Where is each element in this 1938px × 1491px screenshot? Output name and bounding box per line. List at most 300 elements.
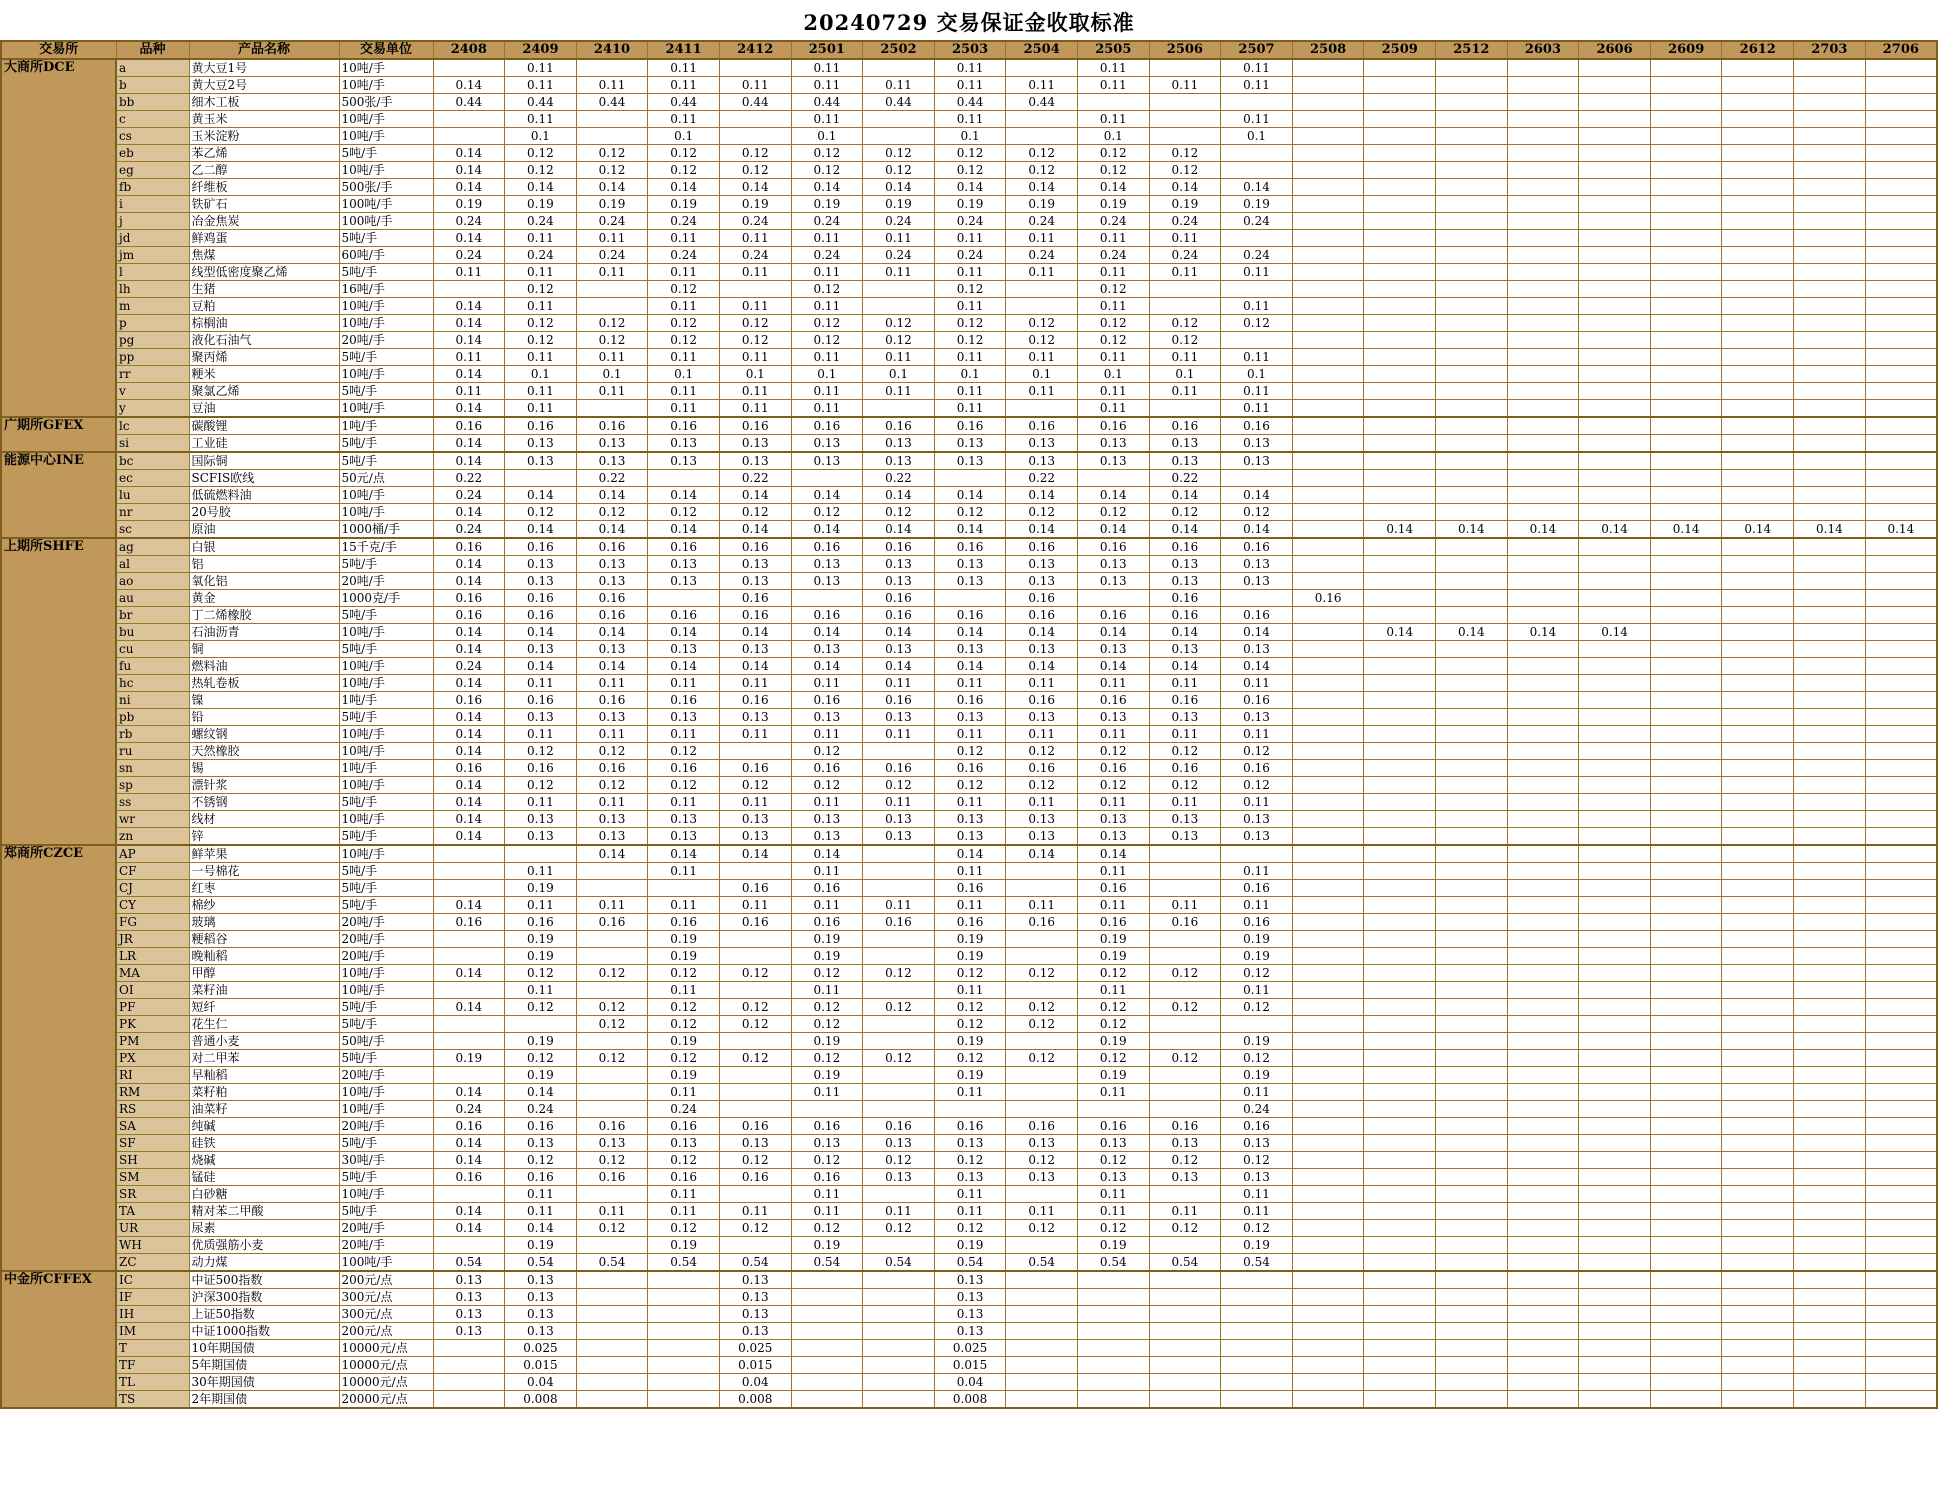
trading-unit-cell[interactable]: 5吨/手	[339, 1169, 433, 1186]
value-cell[interactable]	[433, 1340, 505, 1357]
variety-code-cell[interactable]: CY	[116, 897, 189, 914]
variety-code-cell[interactable]: i	[116, 196, 189, 213]
value-cell[interactable]: 0.12	[648, 1016, 720, 1033]
value-cell[interactable]	[1865, 504, 1937, 521]
value-cell[interactable]: 0.11	[648, 383, 720, 400]
trading-unit-cell[interactable]: 1000克/手	[339, 590, 433, 607]
value-cell[interactable]: 0.22	[1006, 470, 1078, 487]
value-cell[interactable]	[1579, 794, 1651, 811]
value-cell[interactable]: 0.16	[648, 417, 720, 435]
value-cell[interactable]: 0.16	[505, 692, 577, 709]
value-cell[interactable]	[1436, 777, 1508, 794]
value-cell[interactable]	[1650, 487, 1722, 504]
value-cell[interactable]: 0.12	[1149, 1220, 1221, 1237]
value-cell[interactable]	[863, 880, 935, 897]
value-cell[interactable]: 0.13	[433, 1323, 505, 1340]
value-cell[interactable]	[1364, 880, 1436, 897]
value-cell[interactable]	[1149, 845, 1221, 863]
value-cell[interactable]: 0.11	[791, 1186, 863, 1203]
value-cell[interactable]	[1722, 1357, 1794, 1374]
value-cell[interactable]	[1364, 1067, 1436, 1084]
value-cell[interactable]	[1436, 1306, 1508, 1323]
value-cell[interactable]: 0.13	[1077, 452, 1149, 470]
value-cell[interactable]: 0.19	[719, 196, 791, 213]
value-cell[interactable]: 0.14	[719, 624, 791, 641]
value-cell[interactable]	[1364, 128, 1436, 145]
value-cell[interactable]	[1507, 1220, 1579, 1237]
value-cell[interactable]	[1579, 1033, 1651, 1050]
value-cell[interactable]	[1292, 556, 1364, 573]
value-cell[interactable]: 0.24	[648, 247, 720, 264]
value-cell[interactable]	[1579, 1152, 1651, 1169]
trading-unit-cell[interactable]: 10吨/手	[339, 1084, 433, 1101]
value-cell[interactable]	[1507, 1254, 1579, 1272]
product-name-cell[interactable]: 纯碱	[189, 1118, 339, 1135]
value-cell[interactable]	[1722, 845, 1794, 863]
value-cell[interactable]: 0.1	[1006, 366, 1078, 383]
value-cell[interactable]: 0.19	[1077, 1237, 1149, 1254]
value-cell[interactable]	[1149, 1306, 1221, 1323]
product-name-cell[interactable]: 工业硅	[189, 435, 339, 453]
trading-unit-cell[interactable]: 100吨/手	[339, 196, 433, 213]
value-cell[interactable]: 0.11	[505, 863, 577, 880]
value-cell[interactable]: 0.19	[1077, 1067, 1149, 1084]
value-cell[interactable]	[1722, 556, 1794, 573]
variety-code-cell[interactable]: PF	[116, 999, 189, 1016]
value-cell[interactable]: 0.12	[1221, 777, 1293, 794]
trading-unit-cell[interactable]: 20吨/手	[339, 914, 433, 931]
value-cell[interactable]	[1436, 863, 1508, 880]
value-cell[interactable]	[1865, 538, 1937, 556]
value-cell[interactable]	[1794, 1306, 1866, 1323]
value-cell[interactable]: 0.13	[1149, 828, 1221, 846]
value-cell[interactable]: 0.11	[505, 230, 577, 247]
value-cell[interactable]: 0.14	[433, 298, 505, 315]
value-cell[interactable]	[1507, 590, 1579, 607]
value-cell[interactable]	[1579, 230, 1651, 247]
value-cell[interactable]	[1579, 1374, 1651, 1391]
value-cell[interactable]	[576, 400, 648, 418]
value-cell[interactable]	[1507, 452, 1579, 470]
trading-unit-cell[interactable]: 10吨/手	[339, 845, 433, 863]
value-cell[interactable]: 0.13	[719, 811, 791, 828]
value-cell[interactable]: 0.14	[1221, 624, 1293, 641]
variety-code-cell[interactable]: pg	[116, 332, 189, 349]
value-cell[interactable]	[1579, 1323, 1651, 1340]
value-cell[interactable]	[433, 111, 505, 128]
product-name-cell[interactable]: 粳米	[189, 366, 339, 383]
value-cell[interactable]: 0.11	[863, 897, 935, 914]
value-cell[interactable]: 0.11	[791, 675, 863, 692]
value-cell[interactable]	[1364, 366, 1436, 383]
value-cell[interactable]	[1292, 196, 1364, 213]
value-cell[interactable]	[1722, 828, 1794, 846]
variety-code-cell[interactable]: br	[116, 607, 189, 624]
value-cell[interactable]	[505, 1016, 577, 1033]
value-cell[interactable]: 0.13	[791, 556, 863, 573]
value-cell[interactable]: 0.16	[719, 880, 791, 897]
value-cell[interactable]	[433, 845, 505, 863]
value-cell[interactable]: 0.14	[433, 1084, 505, 1101]
value-cell[interactable]: 0.13	[1006, 435, 1078, 453]
value-cell[interactable]: 0.14	[863, 624, 935, 641]
value-cell[interactable]	[1650, 349, 1722, 366]
value-cell[interactable]: 0.13	[1149, 1135, 1221, 1152]
value-cell[interactable]: 0.16	[1006, 1118, 1078, 1135]
value-cell[interactable]: 0.19	[791, 948, 863, 965]
value-cell[interactable]	[1865, 1169, 1937, 1186]
product-name-cell[interactable]: 棉纱	[189, 897, 339, 914]
column-header-exchange[interactable]: 交易所	[1, 41, 116, 59]
value-cell[interactable]: 0.14	[433, 162, 505, 179]
value-cell[interactable]	[1292, 573, 1364, 590]
value-cell[interactable]: 0.16	[1006, 538, 1078, 556]
value-cell[interactable]: 0.16	[433, 914, 505, 931]
value-cell[interactable]	[1364, 1306, 1436, 1323]
trading-unit-cell[interactable]: 10吨/手	[339, 777, 433, 794]
value-cell[interactable]	[1507, 982, 1579, 999]
value-cell[interactable]	[1579, 914, 1651, 931]
variety-code-cell[interactable]: bc	[116, 452, 189, 470]
value-cell[interactable]	[1579, 880, 1651, 897]
value-cell[interactable]: 0.1	[1077, 128, 1149, 145]
value-cell[interactable]	[1292, 1101, 1364, 1118]
value-cell[interactable]: 0.14	[719, 179, 791, 196]
value-cell[interactable]: 0.12	[648, 965, 720, 982]
value-cell[interactable]	[1292, 794, 1364, 811]
value-cell[interactable]	[1865, 1289, 1937, 1306]
value-cell[interactable]: 0.19	[791, 1237, 863, 1254]
value-cell[interactable]	[1364, 556, 1436, 573]
value-cell[interactable]	[1364, 504, 1436, 521]
value-cell[interactable]	[1865, 828, 1937, 846]
value-cell[interactable]: 0.11	[648, 111, 720, 128]
value-cell[interactable]: 0.12	[1006, 777, 1078, 794]
value-cell[interactable]: 0.11	[1221, 111, 1293, 128]
value-cell[interactable]: 0.11	[1077, 111, 1149, 128]
variety-code-cell[interactable]: lh	[116, 281, 189, 298]
value-cell[interactable]	[1507, 366, 1579, 383]
value-cell[interactable]: 0.14	[433, 435, 505, 453]
value-cell[interactable]	[1579, 726, 1651, 743]
value-cell[interactable]	[576, 1289, 648, 1306]
value-cell[interactable]	[1865, 1323, 1937, 1340]
value-cell[interactable]	[1865, 590, 1937, 607]
value-cell[interactable]: 0.19	[791, 196, 863, 213]
value-cell[interactable]	[1865, 607, 1937, 624]
value-cell[interactable]	[1794, 828, 1866, 846]
value-cell[interactable]: 0.14	[433, 332, 505, 349]
value-cell[interactable]	[1364, 573, 1436, 590]
value-cell[interactable]: 0.11	[505, 77, 577, 94]
value-cell[interactable]: 0.11	[576, 264, 648, 281]
value-cell[interactable]	[1149, 400, 1221, 418]
value-cell[interactable]: 0.12	[1077, 965, 1149, 982]
value-cell[interactable]: 0.14	[648, 624, 720, 641]
value-cell[interactable]	[1436, 811, 1508, 828]
value-cell[interactable]	[1650, 573, 1722, 590]
value-cell[interactable]	[1579, 538, 1651, 556]
value-cell[interactable]	[1650, 452, 1722, 470]
value-cell[interactable]	[1436, 1289, 1508, 1306]
value-cell[interactable]	[1794, 1169, 1866, 1186]
value-cell[interactable]	[1436, 349, 1508, 366]
value-cell[interactable]	[1149, 1033, 1221, 1050]
value-cell[interactable]	[1436, 965, 1508, 982]
value-cell[interactable]	[1650, 504, 1722, 521]
variety-code-cell[interactable]: RM	[116, 1084, 189, 1101]
value-cell[interactable]	[1865, 315, 1937, 332]
value-cell[interactable]: 0.44	[1006, 94, 1078, 111]
value-cell[interactable]	[1006, 1186, 1078, 1203]
value-cell[interactable]	[1865, 264, 1937, 281]
value-cell[interactable]	[1579, 162, 1651, 179]
value-cell[interactable]	[1794, 777, 1866, 794]
value-cell[interactable]	[1292, 145, 1364, 162]
value-cell[interactable]: 0.16	[1077, 760, 1149, 777]
value-cell[interactable]: 0.16	[1077, 692, 1149, 709]
value-cell[interactable]: 0.13	[719, 573, 791, 590]
value-cell[interactable]: 0.11	[648, 400, 720, 418]
value-cell[interactable]: 0.14	[505, 624, 577, 641]
value-cell[interactable]	[576, 1271, 648, 1289]
value-cell[interactable]	[1436, 1203, 1508, 1220]
value-cell[interactable]	[1722, 573, 1794, 590]
value-cell[interactable]	[576, 1101, 648, 1118]
trading-unit-cell[interactable]: 5吨/手	[339, 383, 433, 400]
value-cell[interactable]: 0.14	[791, 521, 863, 539]
value-cell[interactable]: 0.12	[505, 504, 577, 521]
value-cell[interactable]: 0.11	[791, 1084, 863, 1101]
value-cell[interactable]	[1507, 897, 1579, 914]
value-cell[interactable]	[1650, 1357, 1722, 1374]
value-cell[interactable]	[1221, 470, 1293, 487]
value-cell[interactable]	[1794, 948, 1866, 965]
value-cell[interactable]: 0.14	[1149, 487, 1221, 504]
value-cell[interactable]	[648, 1271, 720, 1289]
value-cell[interactable]	[1507, 332, 1579, 349]
value-cell[interactable]: 0.16	[719, 692, 791, 709]
value-cell[interactable]: 0.12	[576, 965, 648, 982]
value-cell[interactable]: 0.16	[934, 760, 1006, 777]
value-cell[interactable]	[1149, 982, 1221, 999]
value-cell[interactable]: 0.008	[719, 1391, 791, 1409]
value-cell[interactable]	[1292, 1340, 1364, 1357]
value-cell[interactable]	[1292, 1374, 1364, 1391]
value-cell[interactable]	[1650, 743, 1722, 760]
value-cell[interactable]	[1436, 1135, 1508, 1152]
value-cell[interactable]	[791, 1289, 863, 1306]
value-cell[interactable]: 0.14	[648, 658, 720, 675]
value-cell[interactable]: 0.19	[433, 196, 505, 213]
product-name-cell[interactable]: 白砂糖	[189, 1186, 339, 1203]
value-cell[interactable]	[863, 1374, 935, 1391]
value-cell[interactable]	[1722, 1169, 1794, 1186]
value-cell[interactable]: 0.11	[1006, 264, 1078, 281]
value-cell[interactable]	[1722, 709, 1794, 726]
value-cell[interactable]: 0.14	[1077, 845, 1149, 863]
value-cell[interactable]	[1794, 1289, 1866, 1306]
value-cell[interactable]	[1436, 880, 1508, 897]
value-cell[interactable]	[1865, 880, 1937, 897]
value-cell[interactable]	[1722, 264, 1794, 281]
value-cell[interactable]	[1006, 1391, 1078, 1409]
column-header-month-2606[interactable]: 2606	[1579, 41, 1651, 59]
value-cell[interactable]	[1650, 111, 1722, 128]
value-cell[interactable]	[1436, 315, 1508, 332]
value-cell[interactable]: 0.13	[863, 573, 935, 590]
trading-unit-cell[interactable]: 10吨/手	[339, 624, 433, 641]
value-cell[interactable]: 0.11	[505, 383, 577, 400]
value-cell[interactable]: 0.14	[433, 315, 505, 332]
value-cell[interactable]: 0.12	[791, 162, 863, 179]
value-cell[interactable]	[576, 1084, 648, 1101]
value-cell[interactable]	[1579, 1357, 1651, 1374]
value-cell[interactable]: 0.16	[1006, 914, 1078, 931]
exchange-cell[interactable]: 郑商所CZCE	[1, 845, 116, 1271]
value-cell[interactable]: 0.13	[1077, 435, 1149, 453]
value-cell[interactable]: 0.13	[433, 1306, 505, 1323]
value-cell[interactable]	[1650, 845, 1722, 863]
value-cell[interactable]	[1436, 914, 1508, 931]
value-cell[interactable]: 0.16	[1077, 914, 1149, 931]
value-cell[interactable]: 0.12	[1077, 162, 1149, 179]
value-cell[interactable]	[1579, 315, 1651, 332]
value-cell[interactable]: 0.54	[1221, 1254, 1293, 1272]
variety-code-cell[interactable]: hc	[116, 675, 189, 692]
variety-code-cell[interactable]: bb	[116, 94, 189, 111]
value-cell[interactable]	[1292, 332, 1364, 349]
value-cell[interactable]	[648, 1323, 720, 1340]
value-cell[interactable]: 0.12	[1221, 315, 1293, 332]
value-cell[interactable]	[719, 128, 791, 145]
value-cell[interactable]: 0.16	[1221, 607, 1293, 624]
value-cell[interactable]: 0.19	[1006, 196, 1078, 213]
value-cell[interactable]	[1436, 366, 1508, 383]
value-cell[interactable]: 0.12	[1077, 1050, 1149, 1067]
value-cell[interactable]	[1006, 982, 1078, 999]
value-cell[interactable]: 0.12	[934, 999, 1006, 1016]
value-cell[interactable]	[1794, 880, 1866, 897]
value-cell[interactable]	[791, 590, 863, 607]
value-cell[interactable]	[1077, 1271, 1149, 1289]
value-cell[interactable]	[1722, 982, 1794, 999]
value-cell[interactable]	[1364, 111, 1436, 128]
value-cell[interactable]	[1292, 607, 1364, 624]
value-cell[interactable]: 0.19	[648, 948, 720, 965]
value-cell[interactable]: 0.22	[1149, 470, 1221, 487]
value-cell[interactable]	[1650, 1323, 1722, 1340]
value-cell[interactable]: 0.14	[1006, 624, 1078, 641]
value-cell[interactable]: 0.11	[1077, 383, 1149, 400]
value-cell[interactable]: 0.16	[1221, 880, 1293, 897]
value-cell[interactable]: 0.11	[934, 897, 1006, 914]
value-cell[interactable]	[1650, 1186, 1722, 1203]
value-cell[interactable]	[1292, 1135, 1364, 1152]
value-cell[interactable]	[648, 880, 720, 897]
value-cell[interactable]	[1794, 709, 1866, 726]
variety-code-cell[interactable]: eb	[116, 145, 189, 162]
value-cell[interactable]: 0.14	[433, 675, 505, 692]
value-cell[interactable]	[1865, 1152, 1937, 1169]
value-cell[interactable]: 0.14	[433, 1152, 505, 1169]
value-cell[interactable]	[1507, 400, 1579, 418]
value-cell[interactable]: 0.19	[934, 931, 1006, 948]
value-cell[interactable]	[1436, 1050, 1508, 1067]
value-cell[interactable]: 0.12	[1149, 504, 1221, 521]
value-cell[interactable]	[1364, 452, 1436, 470]
value-cell[interactable]	[1436, 556, 1508, 573]
value-cell[interactable]: 0.24	[863, 247, 935, 264]
value-cell[interactable]	[1364, 1101, 1436, 1118]
value-cell[interactable]	[1221, 230, 1293, 247]
value-cell[interactable]: 0.16	[934, 417, 1006, 435]
value-cell[interactable]	[1865, 1220, 1937, 1237]
value-cell[interactable]: 0.11	[505, 794, 577, 811]
value-cell[interactable]	[1865, 948, 1937, 965]
value-cell[interactable]	[1364, 213, 1436, 230]
value-cell[interactable]: 0.13	[505, 709, 577, 726]
value-cell[interactable]: 0.12	[505, 315, 577, 332]
value-cell[interactable]: 0.16	[719, 760, 791, 777]
value-cell[interactable]: 0.13	[505, 1306, 577, 1323]
value-cell[interactable]	[1436, 538, 1508, 556]
value-cell[interactable]: 0.12	[863, 965, 935, 982]
value-cell[interactable]: 0.11	[934, 1084, 1006, 1101]
value-cell[interactable]	[1364, 999, 1436, 1016]
value-cell[interactable]: 0.19	[648, 1033, 720, 1050]
value-cell[interactable]: 0.14	[433, 999, 505, 1016]
product-name-cell[interactable]: 豆油	[189, 400, 339, 418]
value-cell[interactable]	[1221, 1016, 1293, 1033]
value-cell[interactable]: 0.12	[719, 1050, 791, 1067]
product-name-cell[interactable]: 动力煤	[189, 1254, 339, 1272]
value-cell[interactable]: 0.16	[648, 1118, 720, 1135]
value-cell[interactable]	[1650, 332, 1722, 349]
value-cell[interactable]: 0.11	[576, 383, 648, 400]
value-cell[interactable]	[1149, 1186, 1221, 1203]
value-cell[interactable]: 0.44	[719, 94, 791, 111]
value-cell[interactable]: 0.16	[863, 914, 935, 931]
value-cell[interactable]	[1794, 692, 1866, 709]
trading-unit-cell[interactable]: 5吨/手	[339, 145, 433, 162]
value-cell[interactable]	[1865, 709, 1937, 726]
value-cell[interactable]	[1292, 417, 1364, 435]
value-cell[interactable]: 0.11	[1221, 59, 1293, 77]
value-cell[interactable]: 0.13	[576, 452, 648, 470]
value-cell[interactable]: 0.12	[505, 1050, 577, 1067]
value-cell[interactable]	[1436, 400, 1508, 418]
variety-code-cell[interactable]: cu	[116, 641, 189, 658]
value-cell[interactable]: 0.12	[1149, 162, 1221, 179]
value-cell[interactable]: 0.12	[791, 504, 863, 521]
product-name-cell[interactable]: 油菜籽	[189, 1101, 339, 1118]
value-cell[interactable]: 0.24	[1221, 247, 1293, 264]
value-cell[interactable]	[1507, 1101, 1579, 1118]
value-cell[interactable]	[1794, 1357, 1866, 1374]
value-cell[interactable]	[1650, 811, 1722, 828]
value-cell[interactable]: 0.12	[1221, 1220, 1293, 1237]
value-cell[interactable]	[1794, 573, 1866, 590]
value-cell[interactable]	[648, 1306, 720, 1323]
value-cell[interactable]: 0.12	[1006, 743, 1078, 760]
value-cell[interactable]	[1794, 487, 1866, 504]
variety-code-cell[interactable]: fu	[116, 658, 189, 675]
value-cell[interactable]	[1149, 1323, 1221, 1340]
value-cell[interactable]	[1149, 298, 1221, 315]
value-cell[interactable]: 0.04	[505, 1374, 577, 1391]
value-cell[interactable]: 0.14	[1077, 624, 1149, 641]
